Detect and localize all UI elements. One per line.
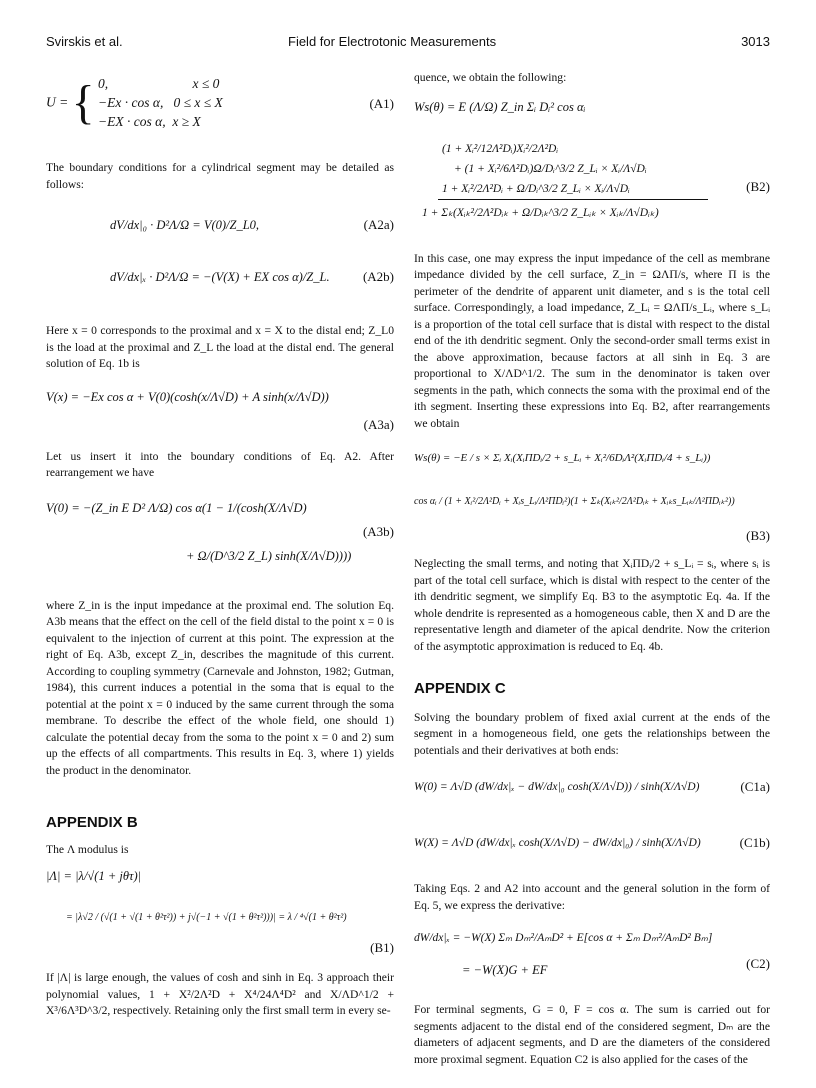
- left-brace: {: [71, 75, 95, 129]
- equation-B1: [46, 864, 394, 956]
- eqB2-line1: Ws(θ) = E (Λ/Ω) Z_in Σᵢ Dᵢ² cos αᵢ: [414, 99, 586, 114]
- eqB2-num1: (1 + Xᵢ²/12Λ²Dᵢ)Xᵢ²/2Λ²Dᵢ: [442, 142, 559, 155]
- eqA3b-line1: V(0) = −(Z_in E D² Λ/Ω) cos α(1 − 1/(cosh(X/Λ√D): [46, 500, 307, 515]
- paragraph-input-impedance: In this case, one may express the input impedance of the cell as membrane impedance divided by the cell surface, Z_in = ΩΛΠ/s, where Π is the perimeter of the dendrite of apparent unit diameter, and s is the total cell surface. Correspondingly, a load impedance, Z_Lᵢ = ΩΛΠ/s_Lᵢ, where s_Lᵢ is a proportion of the total cell surface that is distal with respect to the distal end of the ith dendritic segment. Only the second-order small terms exist in the above approximation, because factors at all sinh in Eq. 3 are proportional to X/ΛD^1/2. The sum in the denominator is taken over segments in the path, which connects the soma with the proximal end of the ith segment. Inserting these expressions into Eq. B2, after rearrangements we obtain: [414, 251, 770, 430]
- eqA1-case-1: 0, x ≤ 0: [98, 76, 220, 91]
- eqB2-label: (B2): [746, 178, 770, 194]
- eqB3-line1: Ws(θ) = −E / s × Σᵢ Xᵢ(XᵢΠDᵢ/2 + s_Lᵢ + Xᵢ²/6DᵢΛ²(XᵢΠDᵢ/4 + s_Lᵢ)): [414, 452, 711, 464]
- eqC1a-body: W(0) = Λ√D (dW/dx|ₓ − dW/dx|₀ cosh(X/Λ√D)) / sinh(X/Λ√D): [414, 781, 700, 793]
- eqA1-cases: [98, 74, 223, 131]
- running-header-authors: Svirskis et al.: [46, 34, 123, 49]
- appendix-b-heading: APPENDIX B: [46, 814, 138, 831]
- equation-B2: [414, 93, 770, 241]
- appendix-c-heading: APPENDIX C: [414, 680, 506, 697]
- paragraph-general-solution: Here x = 0 corresponds to the proximal and x = X to the distal end; Z_L0 is the load at the proximal and Z_L the load at the distal end. The general solution of Eq. 1b is: [46, 324, 394, 370]
- eqA3b-label: (A3b): [362, 523, 394, 539]
- eqC2-label: (C2): [746, 956, 770, 971]
- paragraph-sequence: quence, we obtain the following:: [414, 71, 567, 84]
- right-column: [414, 70, 770, 1074]
- eqA1-lhs: U =: [46, 94, 69, 110]
- paragraph-polynomial: If |Λ| is large enough, the values of cosh and sinh in Eq. 3 approach their polynomial values, 1 + X²/2Λ²D + X⁴/24Λ⁴D² and X/ΛD^1/2 + X³/6Λ³D^3/2, respectively. Retaining only the first small term in every se-: [46, 971, 394, 1017]
- eqC2-line1: dW/dx|ₓ = −W(X) Σₘ Dₘ²/AₘD² + E[cos α + Σₘ Dₘ²/AₘD² Bₘ]: [414, 932, 713, 944]
- equation-C2: [414, 920, 770, 992]
- eqA3a-body: V(x) = −Ex cos α + V(0)(cosh(x/Λ√D) + A sinh(x/Λ√D)): [46, 389, 329, 404]
- equation-B3: [414, 440, 770, 546]
- eqB2-num2: + (1 + Xᵢ²/6Λ²Dᵢ)Ω/Dᵢ^3/2 Z_Lᵢ × Xᵢ/Λ√Dᵢ: [454, 162, 647, 175]
- eqB3-label: (B3): [746, 528, 770, 543]
- eqC1a-label: (C1a): [740, 779, 770, 794]
- paragraph-insert: Let us insert it into the boundary conditions of Eq. A2. After rearrangement we have: [46, 449, 394, 479]
- eqA2a-label: (A2a): [363, 217, 394, 232]
- equation-A3b: [46, 490, 394, 590]
- paragraph-boundary: The boundary conditions for a cylindrical segment may be detailed as follows:: [46, 161, 394, 191]
- eqB1-label: (B1): [370, 940, 394, 955]
- eqA3a-label: (A3a): [363, 416, 394, 432]
- eqA2b-body: dV/dx|ₓ · D²Λ/Ω = −(V(X) + EX cos α)/Z_L.: [110, 270, 330, 284]
- eqA1-label: (A1): [369, 96, 394, 111]
- eqB1-line2: = |λ√2 / (√(1 + √(1 + θ²τ²)) + j√(−1 + √(1 + θ²τ²)))| = λ / ⁴√(1 + θ²τ²): [66, 912, 347, 923]
- running-header-title: Field for Electrotonic Measurements: [288, 34, 497, 49]
- paragraph-neglecting: Neglecting the small terms, and noting that XᵢΠDᵢ/2 + s_Lᵢ = sᵢ, where sᵢ is part of the total cell surface, which is distal with respect to the center of the ith dendritic segment, we simplify Eq. B3 to the asymptotic Eq. 4a. If the whole dendrite is represented as a homogeneous cable, then X and D are the representative length and diameter of the apical dendrite. Now the criterion of the asymptotic approximation is reduced to Eq. 4b.: [414, 557, 770, 653]
- equation-A2b: [46, 255, 394, 301]
- paragraph-lambda-modulus: The Λ modulus is: [46, 842, 129, 856]
- equation-A1: [46, 74, 394, 140]
- eqA3b-line2: + Ω/(D^3/2 Z_L) sinh(X/Λ√D)))): [186, 548, 352, 563]
- eqB2-den1: 1 + Xᵢ²/2Λ²Dᵢ + Ω/Dᵢ^3/2 Z_Lᵢ × Xᵢ/Λ√Dᵢ: [442, 182, 630, 195]
- eqB1-line1: |Λ| = |λ/√(1 + jθτ)|: [46, 869, 142, 883]
- paragraph-terminal-segments: For terminal segments, G = 0, F = cos α. The sum is carried out for segments adjacent to the distal end of the considered segment, Dₘ are the diameters of adjacent segments, and D are the diameters of the considered more proximal segment. Equation C2 is also applied for the cases of the: [414, 1003, 770, 1066]
- paragraph-zin: where Z_in is the input impedance at the proximal end. The solution Eq. A3b means that the effect on the cell of the field distal to the point x = 0 is equivalent to the injection of current at this point. The expression at the right of Eq. A3b, except Z_in, describes the magnitude of this current. According to coupling symmetry (Carnevale and Johnston, 1982; Gutman, 1984), this current induces a potential in the soma that is equal to the potential at the point x = 0 induced by the same current through the soma membrane. To describe the effect of the whole field, one should 1) calculate the potential decay from the soma to the point x = 0 and 2) sum up the effects of all compartments. This results in Eq. 3, where 1) yields the product in the denominator.: [46, 598, 394, 777]
- equation-A2a: [46, 203, 394, 249]
- paragraph-taking-eqs: Taking Eqs. 2 and A2 into account and the general solution in the form of Eq. 5, we express the derivative:: [414, 882, 770, 912]
- eqC1b-body: W(X) = Λ√D (dW/dx|ₓ cosh(X/Λ√D) − dW/dx|₀) / sinh(X/Λ√D): [414, 837, 701, 849]
- left-column: [46, 70, 394, 1026]
- eqB3-line2: cos αᵢ / (1 + Xᵢ²/2Λ²Dᵢ + Xᵢs_Lᵢ/Λ²ΠDᵢ²)(1 + Σₖ(Xᵢₖ²/2Λ²Dᵢₖ + Xᵢₖs_Lᵢₖ/Λ²ΠDᵢₖ²)): [414, 496, 735, 507]
- eqC1b-label: (C1b): [739, 835, 770, 850]
- equation-A3a: [46, 383, 394, 439]
- eqA2b-label: (A2b): [362, 269, 394, 284]
- eqC2-line2: = −W(X)G + EF: [462, 963, 548, 977]
- paragraph-boundary-problem: Solving the boundary problem of fixed axial current at the ends of the segment in a homogeneous field, one gets the relationships between the potentials and their derivatives at both ends:: [414, 710, 770, 757]
- eqA1-case-2: −Ex · cos α, 0 ≤ x ≤ X: [98, 95, 223, 110]
- eqA1-case-3: −EX · cos α, x ≥ X: [98, 114, 201, 129]
- equation-C1a: [414, 765, 770, 815]
- page-number: 3013: [741, 34, 770, 49]
- eqA2a-body: dV/dx|₀ · D²Λ/Ω = V(0)/Z_L0,: [110, 218, 260, 232]
- equation-C1b: [414, 821, 770, 871]
- eqB2-fraction-bar: [438, 199, 708, 200]
- eqB2-den2: 1 + Σₖ(Xᵢₖ²/2Λ²Dᵢₖ + Ω/Dᵢₖ^3/2 Z_Lᵢₖ × Xᵢₖ/Λ√Dᵢₖ): [422, 206, 659, 219]
